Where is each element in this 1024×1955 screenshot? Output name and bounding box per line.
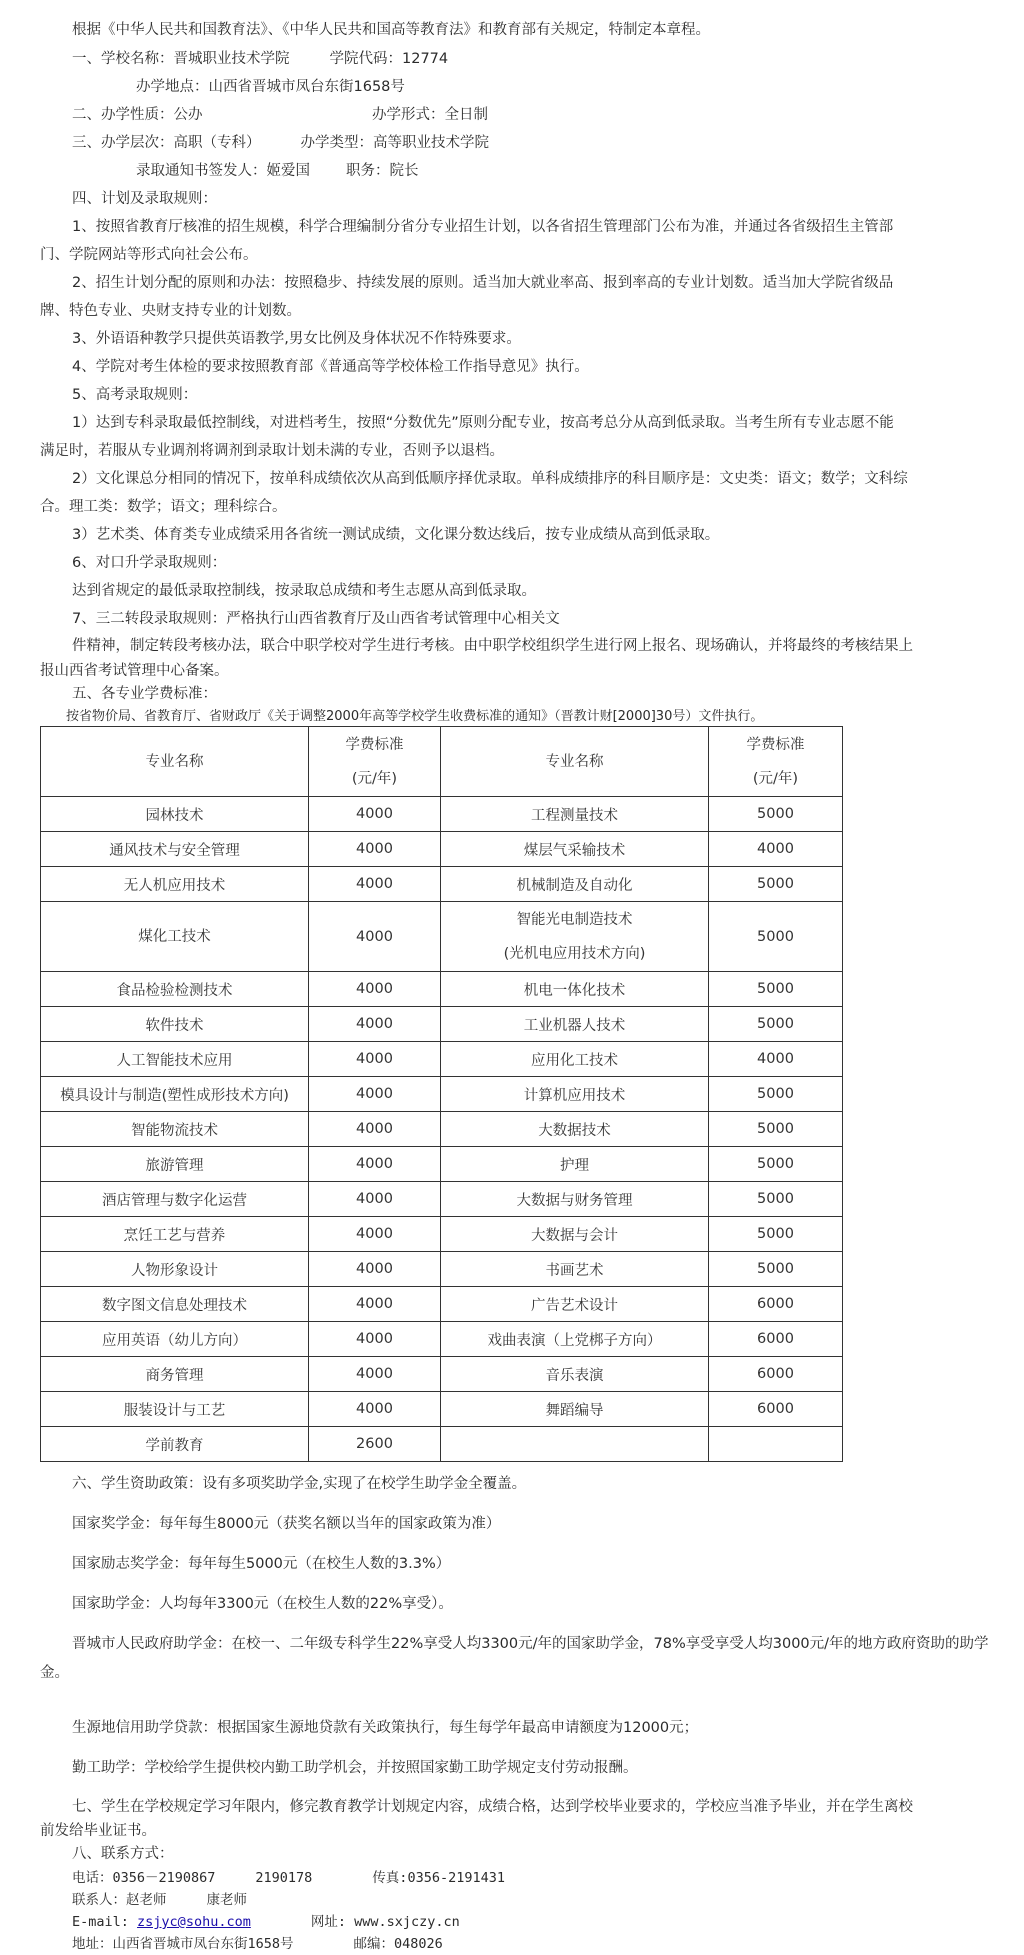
- section-7-line-a: 七、学生在学校规定学习年限内，修完教育教学计划规定内容，成绩合格，达到学校毕业要求的，学校应当准予毕业，并在学生离校: [72, 1799, 913, 1815]
- fee-table-row: [41, 1182, 843, 1217]
- school-nature-line: [0, 105, 488, 125]
- cell-fee-2: 5000: [709, 902, 843, 972]
- section-6-title: 六、学生资助政策：设有多项奖助学金,实现了在校学生助学金全覆盖。: [72, 1476, 527, 1492]
- fee-table-row: [41, 1322, 843, 1357]
- header-fee-1: [309, 727, 441, 797]
- cell-major-1: 通风技术与安全管理: [41, 832, 309, 867]
- rule-3: 3、外语语种教学只提供英语教学,男女比例及身体状况不作特殊要求。: [72, 331, 521, 347]
- cell-major-2-line1: 大数据与财务管理: [516, 1192, 633, 1209]
- cell-fee-1: 4000: [309, 1182, 441, 1217]
- cell-major-2: [441, 1287, 709, 1322]
- school-name-line: [0, 49, 448, 69]
- cell-major-2: [441, 832, 709, 867]
- cell-fee-2: 5000: [709, 1077, 843, 1112]
- fee-table-row: [41, 902, 843, 972]
- cell-major-2-line1: 戏曲表演（上党梆子方向）: [487, 1332, 662, 1349]
- contact-fax: 传真:0356-2191431: [372, 1870, 505, 1886]
- cell-major-2: [441, 1182, 709, 1217]
- cell-major-2: [441, 902, 709, 972]
- cell-fee-2: 5000: [709, 1147, 843, 1182]
- cell-fee-1: 4000: [309, 867, 441, 902]
- contact-person: 联系人：赵老师: [72, 1892, 167, 1908]
- cell-major-2: [441, 867, 709, 902]
- cell-fee-1: 4000: [309, 797, 441, 832]
- fee-table-row: [41, 1427, 843, 1462]
- cell-fee-2: 6000: [709, 1357, 843, 1392]
- contact-person-line: [0, 1890, 247, 1910]
- fee-table-row: [41, 1007, 843, 1042]
- cell-major-1: 应用英语（幼儿方向）: [41, 1322, 309, 1357]
- cell-major-2: [441, 1252, 709, 1287]
- cell-fee-2: 5000: [709, 797, 843, 832]
- header-fee-1-line2: (元/年): [351, 770, 398, 787]
- cell-major-1: 数字图文信息处理技术: [41, 1287, 309, 1322]
- cell-major-1: 人工智能技术应用: [41, 1042, 309, 1077]
- cell-fee-2: 4000: [709, 1042, 843, 1077]
- section-4-title: 四、计划及录取规则：: [72, 191, 217, 207]
- cell-fee-2: 6000: [709, 1392, 843, 1427]
- cell-major-2: [441, 1147, 709, 1182]
- header-major-1: 专业名称: [41, 727, 309, 797]
- cell-major-1: 烹饪工艺与营养: [41, 1217, 309, 1252]
- school-code: 学院代码：12774: [329, 51, 449, 67]
- cell-fee-2: [709, 1427, 843, 1462]
- rule-4: 4、学院对考生体检的要求按照教育部《普通高等学校体检工作指导意见》执行。: [72, 359, 589, 375]
- cell-major-2-line1: 护理: [560, 1157, 589, 1174]
- national-grant: 国家助学金：人均每年3300元（在校生人数的22%享受）。: [72, 1596, 453, 1612]
- fee-table-row: [41, 1287, 843, 1322]
- cell-major-2-line1: 大数据技术: [538, 1122, 611, 1139]
- cell-fee-2: 5000: [709, 1007, 843, 1042]
- fee-table-row: [41, 797, 843, 832]
- signer: 录取通知书签发人：姬爱国: [136, 163, 310, 179]
- fee-table-row: [41, 972, 843, 1007]
- cell-major-1: 煤化工技术: [41, 902, 309, 972]
- rule-1-line-a: 1、按照省教育厅核准的招生规模，科学合理编制分省分专业招生计划，以各省招生管理部门公布为准，并通过各省级招生主管部: [72, 219, 894, 235]
- cell-major-2: [441, 1042, 709, 1077]
- cell-major-1: 学前教育: [41, 1427, 309, 1462]
- cell-major-1: 食品检验检测技术: [41, 972, 309, 1007]
- fee-table-row: [41, 1392, 843, 1427]
- cell-major-2-line1: 广告艺术设计: [531, 1297, 618, 1314]
- national-encouragement-scholarship: 国家励志奖学金：每年每生5000元（在校生人数的3.3%）: [72, 1556, 451, 1572]
- school-nature: 二、办学性质：公办: [72, 107, 203, 123]
- cell-fee-2: 5000: [709, 1112, 843, 1147]
- cell-fee-1: 4000: [309, 1287, 441, 1322]
- intro-paragraph: 根据《中华人民共和国教育法》、《中华人民共和国高等教育法》和教育部有关规定，特制定本章程。: [72, 22, 710, 38]
- fee-table-row: [41, 1147, 843, 1182]
- cell-major-2: [441, 972, 709, 1007]
- school-type: 办学类型：高等职业技术学院: [300, 135, 489, 151]
- cell-major-2-line1: 工业机器人技术: [523, 1017, 626, 1034]
- cell-major-1: 软件技术: [41, 1007, 309, 1042]
- cell-fee-1: 4000: [309, 1322, 441, 1357]
- school-form: 办学形式：全日制: [372, 107, 488, 123]
- email-label: E-mail:: [72, 1914, 129, 1930]
- section-5-title: 五、各专业学费标准：: [72, 686, 217, 702]
- rule-1-line-b: 门、学院网站等形式向社会公布。: [40, 247, 258, 263]
- rule-5: 5、高考录取规则：: [72, 387, 198, 403]
- fee-table-row: [41, 1252, 843, 1287]
- fee-table-row: [41, 867, 843, 902]
- header-fee-2: [709, 727, 843, 797]
- website: 网址: www.sxjczy.cn: [310, 1914, 460, 1930]
- cell-major-1: 服装设计与工艺: [41, 1392, 309, 1427]
- cell-major-2: [441, 1112, 709, 1147]
- cell-major-2: [441, 1322, 709, 1357]
- rule-6-text: 达到省规定的最低录取控制线，按录取总成绩和考生志愿从高到低录取。: [72, 583, 536, 599]
- cell-major-2-line1: 煤层气采输技术: [523, 842, 626, 859]
- contact-address: 地址：山西省晋城市凤台东街1658号: [72, 1936, 294, 1952]
- cell-fee-1: 4000: [309, 1357, 441, 1392]
- cell-major-2-line1: 机电一体化技术: [523, 982, 626, 999]
- school-level-line: [0, 133, 489, 153]
- cell-major-2-line1: 工程测量技术: [531, 807, 618, 824]
- cell-fee-1: 4000: [309, 1217, 441, 1252]
- rule-5-1-line-a: 1）达到专科录取最低控制线，对进档考生，按照“分数优先”原则分配专业，按高考总分从高到低录取。当考生所有专业志愿不能: [72, 415, 894, 431]
- header-major-2: 专业名称: [441, 727, 709, 797]
- cell-major-2-line2: (光机电应用技术方向): [503, 945, 646, 962]
- cell-major-2-line1: 书画艺术: [545, 1262, 604, 1279]
- cell-fee-2: 6000: [709, 1322, 843, 1357]
- header-fee-2-line1: 学费标准: [746, 736, 805, 753]
- cell-fee-1: 4000: [309, 832, 441, 867]
- school-level: 三、办学层次：高职（专科）: [72, 135, 261, 151]
- cell-fee-1: 4000: [309, 1392, 441, 1427]
- cell-fee-1: 4000: [309, 1112, 441, 1147]
- rule-2-line-b: 牌、特色专业、央财支持专业的计划数。: [40, 303, 301, 319]
- contact-phone: 电话：0356－2190867: [72, 1870, 216, 1886]
- rule-7-line-c: 报山西省考试管理中心备案。: [40, 663, 229, 679]
- cell-major-1: 模具设计与制造(塑性成形技术方向): [41, 1077, 309, 1112]
- cell-fee-1: 2600: [309, 1427, 441, 1462]
- rule-5-1-line-b: 满足时，若服从专业调剂将调剂到录取计划未满的专业，否则予以退档。: [40, 443, 504, 459]
- cell-fee-2: 5000: [709, 972, 843, 1007]
- rule-7-line-a: 7、三二转段录取规则：严格执行山西省教育厅及山西省考试管理中心相关文: [72, 611, 560, 627]
- cell-fee-2: 5000: [709, 1182, 843, 1217]
- work-study: 勤工助学：学校给学生提供校内勤工助学机会，并按照国家勤工助学规定支付劳动报酬。: [72, 1760, 638, 1776]
- contact-phone-2: 2190178: [255, 1870, 313, 1886]
- cell-fee-1: 4000: [309, 972, 441, 1007]
- contact-person-2: 康老师: [206, 1892, 247, 1908]
- cell-fee-1: 4000: [309, 1007, 441, 1042]
- cell-fee-2: 6000: [709, 1287, 843, 1322]
- fee-table-row: [41, 1357, 843, 1392]
- rule-6: 6、对口升学录取规则：: [72, 555, 227, 571]
- rule-5-2-line-a: 2）文化课总分相同的情况下，按单科成绩依次从高到低顺序择优录取。单科成绩排序的科目顺序是：文史类：语文；数学；文科综: [72, 471, 908, 487]
- cell-fee-1: 4000: [309, 1147, 441, 1182]
- fee-table-row: [41, 1217, 843, 1252]
- cell-fee-2: 5000: [709, 1252, 843, 1287]
- cell-major-1: 人物形象设计: [41, 1252, 309, 1287]
- national-scholarship: 国家奖学金：每年每生8000元（获奖名额以当年的国家政策为准）: [72, 1516, 501, 1532]
- cell-major-1: 智能物流技术: [41, 1112, 309, 1147]
- cell-major-2-line1: 音乐表演: [545, 1367, 604, 1384]
- cell-major-1: 商务管理: [41, 1357, 309, 1392]
- cell-fee-1: 4000: [309, 1077, 441, 1112]
- cell-major-2-line1: 大数据与会计: [531, 1227, 618, 1244]
- cell-fee-1: 4000: [309, 1252, 441, 1287]
- cell-major-2: [441, 1357, 709, 1392]
- cell-major-2: [441, 1392, 709, 1427]
- header-fee-2-line2: (元/年): [752, 770, 799, 787]
- rule-7-line-b: 件精神，制定转段考核办法，联合中职学校对学生进行考核。由中职学校组织学生进行网上报名、现场确认，并将最终的考核结果上: [72, 638, 913, 654]
- signer-position: 职务：院长: [346, 163, 419, 179]
- contact-postcode: 邮编：048026: [353, 1936, 443, 1952]
- cell-major-2-line1: 机械制造及自动化: [516, 877, 633, 894]
- rule-5-2-line-b: 合。理工类：数学；语文；理科综合。: [40, 499, 287, 515]
- cell-major-2-line1: 应用化工技术: [531, 1052, 618, 1069]
- fee-table: [40, 726, 843, 1462]
- rule-2-line-a: 2、招生计划分配的原则和办法：按照稳步、持续发展的原则。适当加大就业率高、报到率高的专业计划数。适当加大学院省级品: [72, 275, 894, 291]
- cell-major-2: [441, 1007, 709, 1042]
- signer-line: [0, 161, 419, 181]
- cell-major-2: [441, 1217, 709, 1252]
- email-link[interactable]: zsjyc@sohu.com: [137, 1914, 251, 1930]
- cell-major-1: 酒店管理与数字化运营: [41, 1182, 309, 1217]
- cell-fee-2: 4000: [709, 832, 843, 867]
- cell-major-2: [441, 797, 709, 832]
- fee-table-row: [41, 832, 843, 867]
- section-7-line-b: 前发给毕业证书。: [40, 1823, 156, 1839]
- cell-major-1: 无人机应用技术: [41, 867, 309, 902]
- fee-table-row: [41, 1112, 843, 1147]
- fee-note: 按省物价局、省教育厅、省财政厅《关于调整2000年高等学校学生收费标准的通知》（晋教计财[2000]30号）文件执行。: [66, 709, 764, 724]
- cell-major-2-line1: 计算机应用技术: [523, 1087, 626, 1104]
- cell-major-2: [441, 1427, 709, 1462]
- cell-major-2: [441, 1077, 709, 1112]
- contact-phone-line: [0, 1868, 505, 1888]
- cell-fee-1: 4000: [309, 902, 441, 972]
- contact-address-line: [0, 1934, 443, 1954]
- school-address: 办学地点：山西省晋城市凤台东街1658号: [136, 79, 405, 95]
- cell-major-2-line1: 智能光电制造技术: [516, 911, 633, 928]
- rule-5-3: 3）艺术类、体育类专业成绩采用各省统一测试成绩，文化课分数达线后，按专业成绩从高到低录取。: [72, 527, 720, 543]
- student-loan: 生源地信用助学贷款：根据国家生源地贷款有关政策执行，每生每学年最高申请额度为12000元；: [72, 1720, 699, 1736]
- fee-table-row: [41, 1077, 843, 1112]
- cell-fee-1: 4000: [309, 1042, 441, 1077]
- fee-table-row: [41, 1042, 843, 1077]
- fee-table-header: [41, 727, 843, 797]
- cell-fee-2: 5000: [709, 1217, 843, 1252]
- contact-email-line: [0, 1912, 460, 1932]
- header-fee-1-line1: 学费标准: [345, 736, 404, 753]
- city-grant: 晋城市人民政府助学金：在校一、二年级专科学生22%享受人均3300元/年的国家助学金，78%享受享受人均3000元/年的地方政府资助的助学金。: [40, 1636, 989, 1681]
- school-name: 一、学校名称：晋城职业技术学院: [72, 51, 290, 67]
- cell-major-2-line1: 舞蹈编导: [545, 1402, 604, 1419]
- cell-major-1: 园林技术: [41, 797, 309, 832]
- cell-major-1: 旅游管理: [41, 1147, 309, 1182]
- section-8-title: 八、联系方式：: [72, 1846, 174, 1862]
- cell-fee-2: 5000: [709, 867, 843, 902]
